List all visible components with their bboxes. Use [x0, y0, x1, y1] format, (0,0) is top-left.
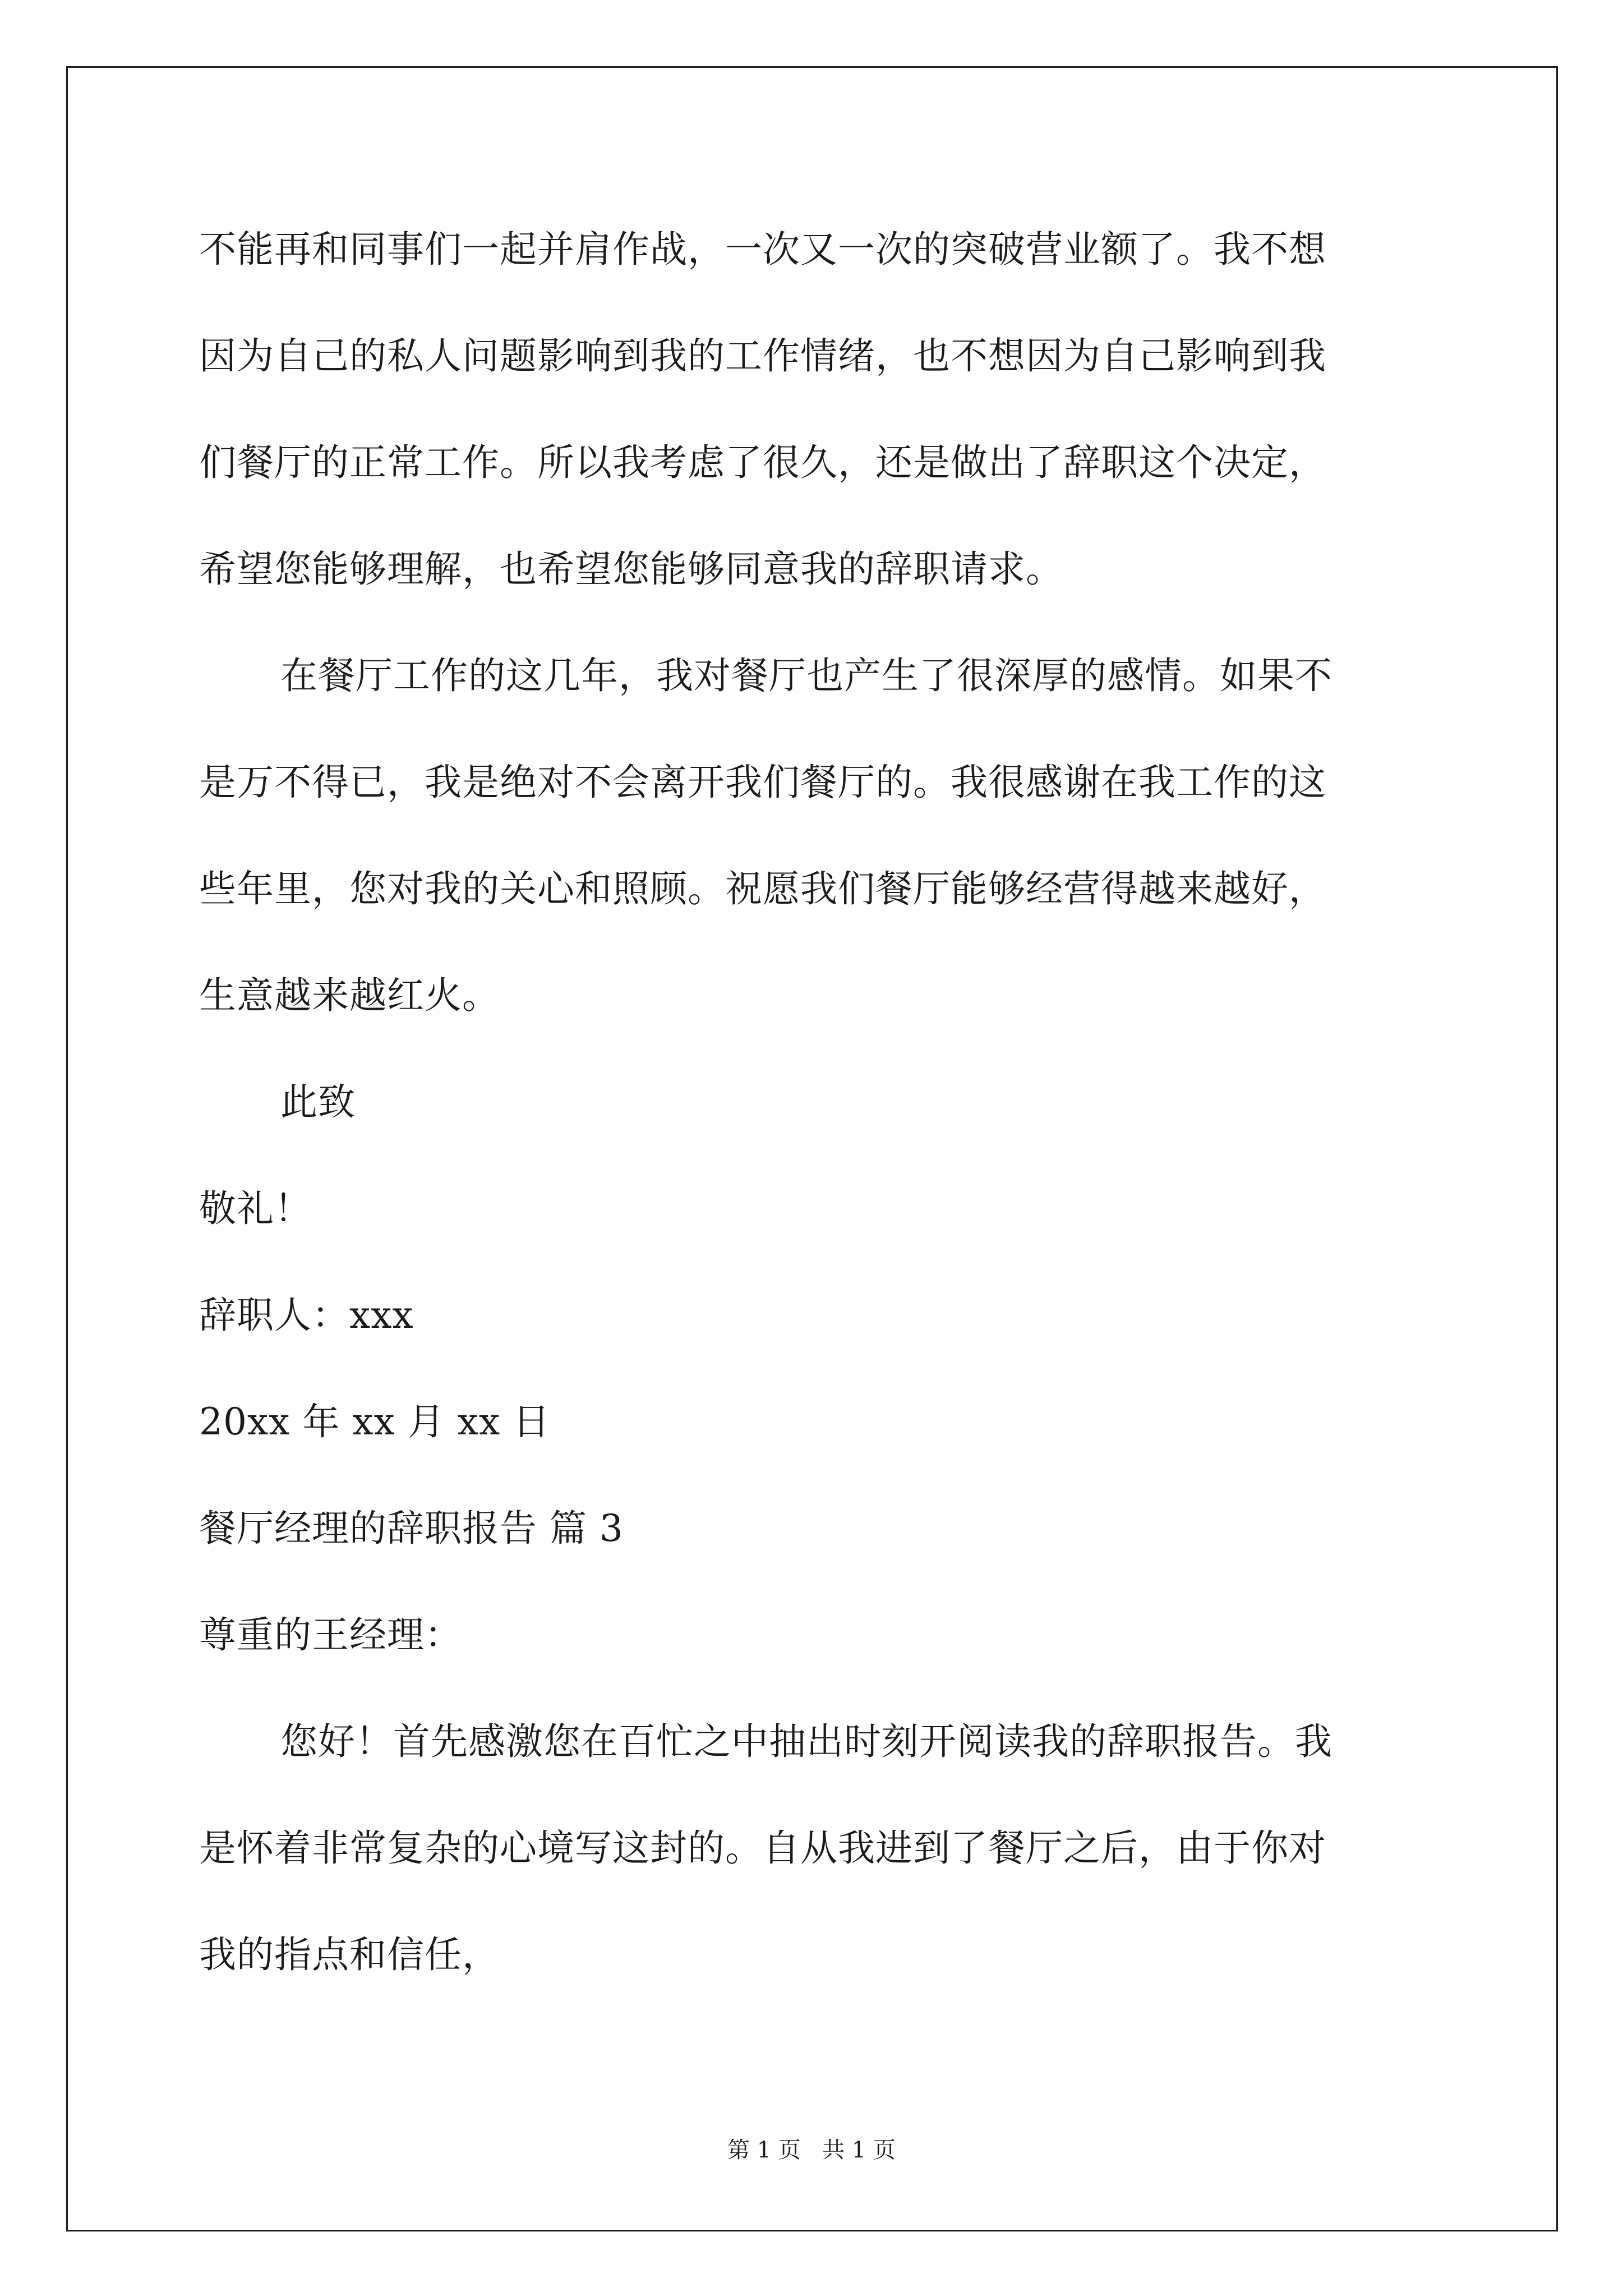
date-line: 20xx 年 xx 月 xx 日 [199, 1400, 551, 1443]
greeting-line: 尊重的王经理： [199, 1613, 462, 1657]
signature-line: 辞职人：xxx [199, 1294, 414, 1337]
body-line-17: 我的指点和信任， [199, 1933, 500, 1976]
paragraph-start-line: 在餐厅工作的这几年，我对餐厅也产生了很深厚的感情。如果不 [280, 654, 1332, 697]
closing-salutation: 此致 [280, 1080, 356, 1124]
body-line-16: 是怀着非常复杂的心境写这封的。自从我进到了餐厅之后，由于你对 [199, 1826, 1326, 1870]
section-heading: 餐厅经理的辞职报告 篇 3 [199, 1507, 624, 1550]
paragraph-start-line-2: 您好！首先感激您在百忙之中抽出时刻开阅读我的辞职报告。我 [280, 1720, 1332, 1763]
body-line-8: 生意越来越红火。 [199, 974, 500, 1017]
page-number-footer: 第 1 页 共 1 页 [727, 2137, 896, 2163]
closing-regards: 敬礼！ [199, 1187, 312, 1230]
page-border [66, 66, 1558, 2231]
body-line-3: 们餐厅的正常工作。所以我考虑了很久，还是做出了辞职这个决定， [199, 441, 1326, 484]
body-line-2: 因为自己的私人问题影响到我的工作情绪，也不想因为自己影响到我 [199, 334, 1326, 378]
body-line-6: 是万不得已，我是绝对不会离开我们餐厅的。我很感谢在我工作的这 [199, 761, 1326, 804]
body-line-4: 希望您能够理解，也希望您能够同意我的辞职请求。 [199, 547, 1063, 591]
body-line-1: 不能再和同事们一起并肩作战，一次又一次的突破营业额了。我不想 [199, 228, 1326, 271]
body-line-7: 些年里，您对我的关心和照顾。祝愿我们餐厅能够经营得越来越好， [199, 867, 1326, 910]
